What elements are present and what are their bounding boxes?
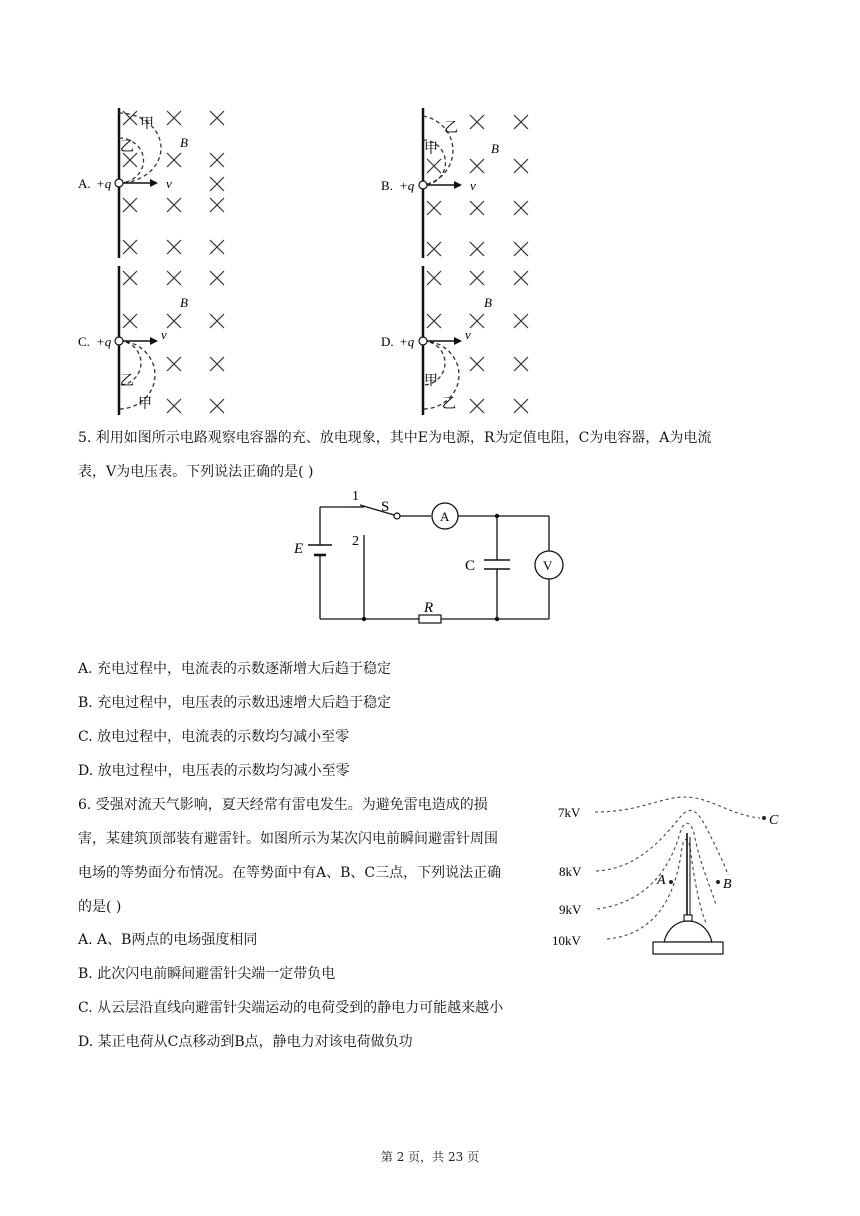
svg-text:乙: 乙 (120, 374, 134, 389)
svg-text:V: V (543, 558, 553, 573)
svg-text:C: C (465, 558, 476, 574)
svg-text:1: 1 (352, 489, 359, 504)
q6-option-c: C. 从云层沿直线向避雷针尖端运动的电荷受到的静电力可能越来越小 (78, 1000, 504, 1016)
q6-stem-line2: 害，某建筑顶部装有避雷针。如图所示为某次闪电前瞬间避雷针周围 (78, 831, 498, 847)
svg-text:A.: A. (78, 176, 91, 191)
svg-text:+q: +q (96, 334, 112, 349)
svg-text:v: v (166, 176, 172, 191)
q4-panel-c (78, 266, 224, 415)
q5-option-b: B. 充电过程中，电压表的示数迅速增大后趋于稳定 (78, 695, 392, 711)
q4-panel-d (381, 266, 528, 415)
q5-stem-line2: 表，V为电压表。下列说法正确的是( ) (78, 464, 314, 480)
svg-text:A: A (440, 509, 450, 524)
q4-option-figures (0, 0, 860, 420)
q6-option-b: B. 此次闪电前瞬间避雷针尖端一定带负电 (78, 966, 336, 982)
svg-text:C: C (769, 813, 779, 828)
svg-text:乙: 乙 (442, 397, 456, 412)
q5-option-c: C. 放电过程中，电流表的示数均匀减小至零 (78, 729, 350, 745)
svg-text:v: v (465, 327, 471, 342)
q6-stem-line4: 的是( ) (78, 899, 122, 915)
q6-stem-line3: 电场的等势面分布情况。在等势面中有A、B、C三点，下列说法正确 (78, 865, 502, 881)
svg-text:甲: 甲 (424, 142, 438, 157)
svg-text:2: 2 (352, 534, 359, 549)
svg-text:+q: +q (399, 178, 415, 193)
q4-panel-a (78, 108, 224, 258)
q5-option-a: A. 充电过程中，电流表的示数逐渐增大后趋于稳定 (78, 661, 392, 677)
svg-text:+q: +q (399, 334, 415, 349)
svg-text:v: v (161, 327, 167, 342)
svg-text:D.: D. (381, 334, 394, 349)
q6-lightning-rod-diagram (550, 785, 790, 965)
svg-text:8kV: 8kV (559, 864, 582, 879)
svg-text:9kV: 9kV (559, 902, 582, 917)
page-footer: 第 2 页，共 23 页 (380, 1150, 480, 1164)
svg-text:甲: 甲 (138, 397, 152, 412)
svg-text:甲: 甲 (140, 117, 154, 132)
q5-circuit-diagram (280, 485, 580, 635)
svg-text:乙: 乙 (120, 140, 134, 155)
svg-text:A: A (657, 873, 666, 888)
q6-option-d: D. 某正电荷从C点移动到B点，静电力对该电荷做负功 (78, 1034, 413, 1050)
svg-text:B: B (491, 141, 499, 156)
svg-text:7kV: 7kV (558, 805, 581, 820)
q4-panel-b (381, 108, 528, 258)
q5-option-d: D. 放电过程中，电压表的示数均匀减小至零 (78, 763, 350, 779)
svg-text:B: B (180, 135, 188, 150)
q6-option-a: A. A、B两点的电场强度相同 (78, 932, 258, 948)
svg-text:10kV: 10kV (552, 933, 581, 948)
svg-text:+q: +q (96, 176, 112, 191)
svg-text:B: B (484, 295, 492, 310)
svg-text:B: B (180, 295, 188, 310)
svg-text:C.: C. (78, 334, 90, 349)
svg-text:B.: B. (381, 178, 393, 193)
svg-text:v: v (470, 178, 476, 193)
svg-text:E: E (294, 541, 304, 557)
svg-text:S: S (381, 499, 390, 515)
svg-text:甲: 甲 (424, 374, 438, 389)
svg-text:R: R (424, 600, 434, 616)
q6-stem-line1: 6. 受强对流天气影响，夏天经常有雷电发生。为避免雷电造成的损 (78, 797, 488, 813)
q5-stem-line1: 5. 利用如图所示电路观察电容器的充、放电现象，其中E为电源，R为定值电阻，C为电容器，A为电流 (78, 430, 712, 446)
svg-text:乙: 乙 (444, 121, 458, 136)
svg-text:B: B (723, 877, 732, 892)
